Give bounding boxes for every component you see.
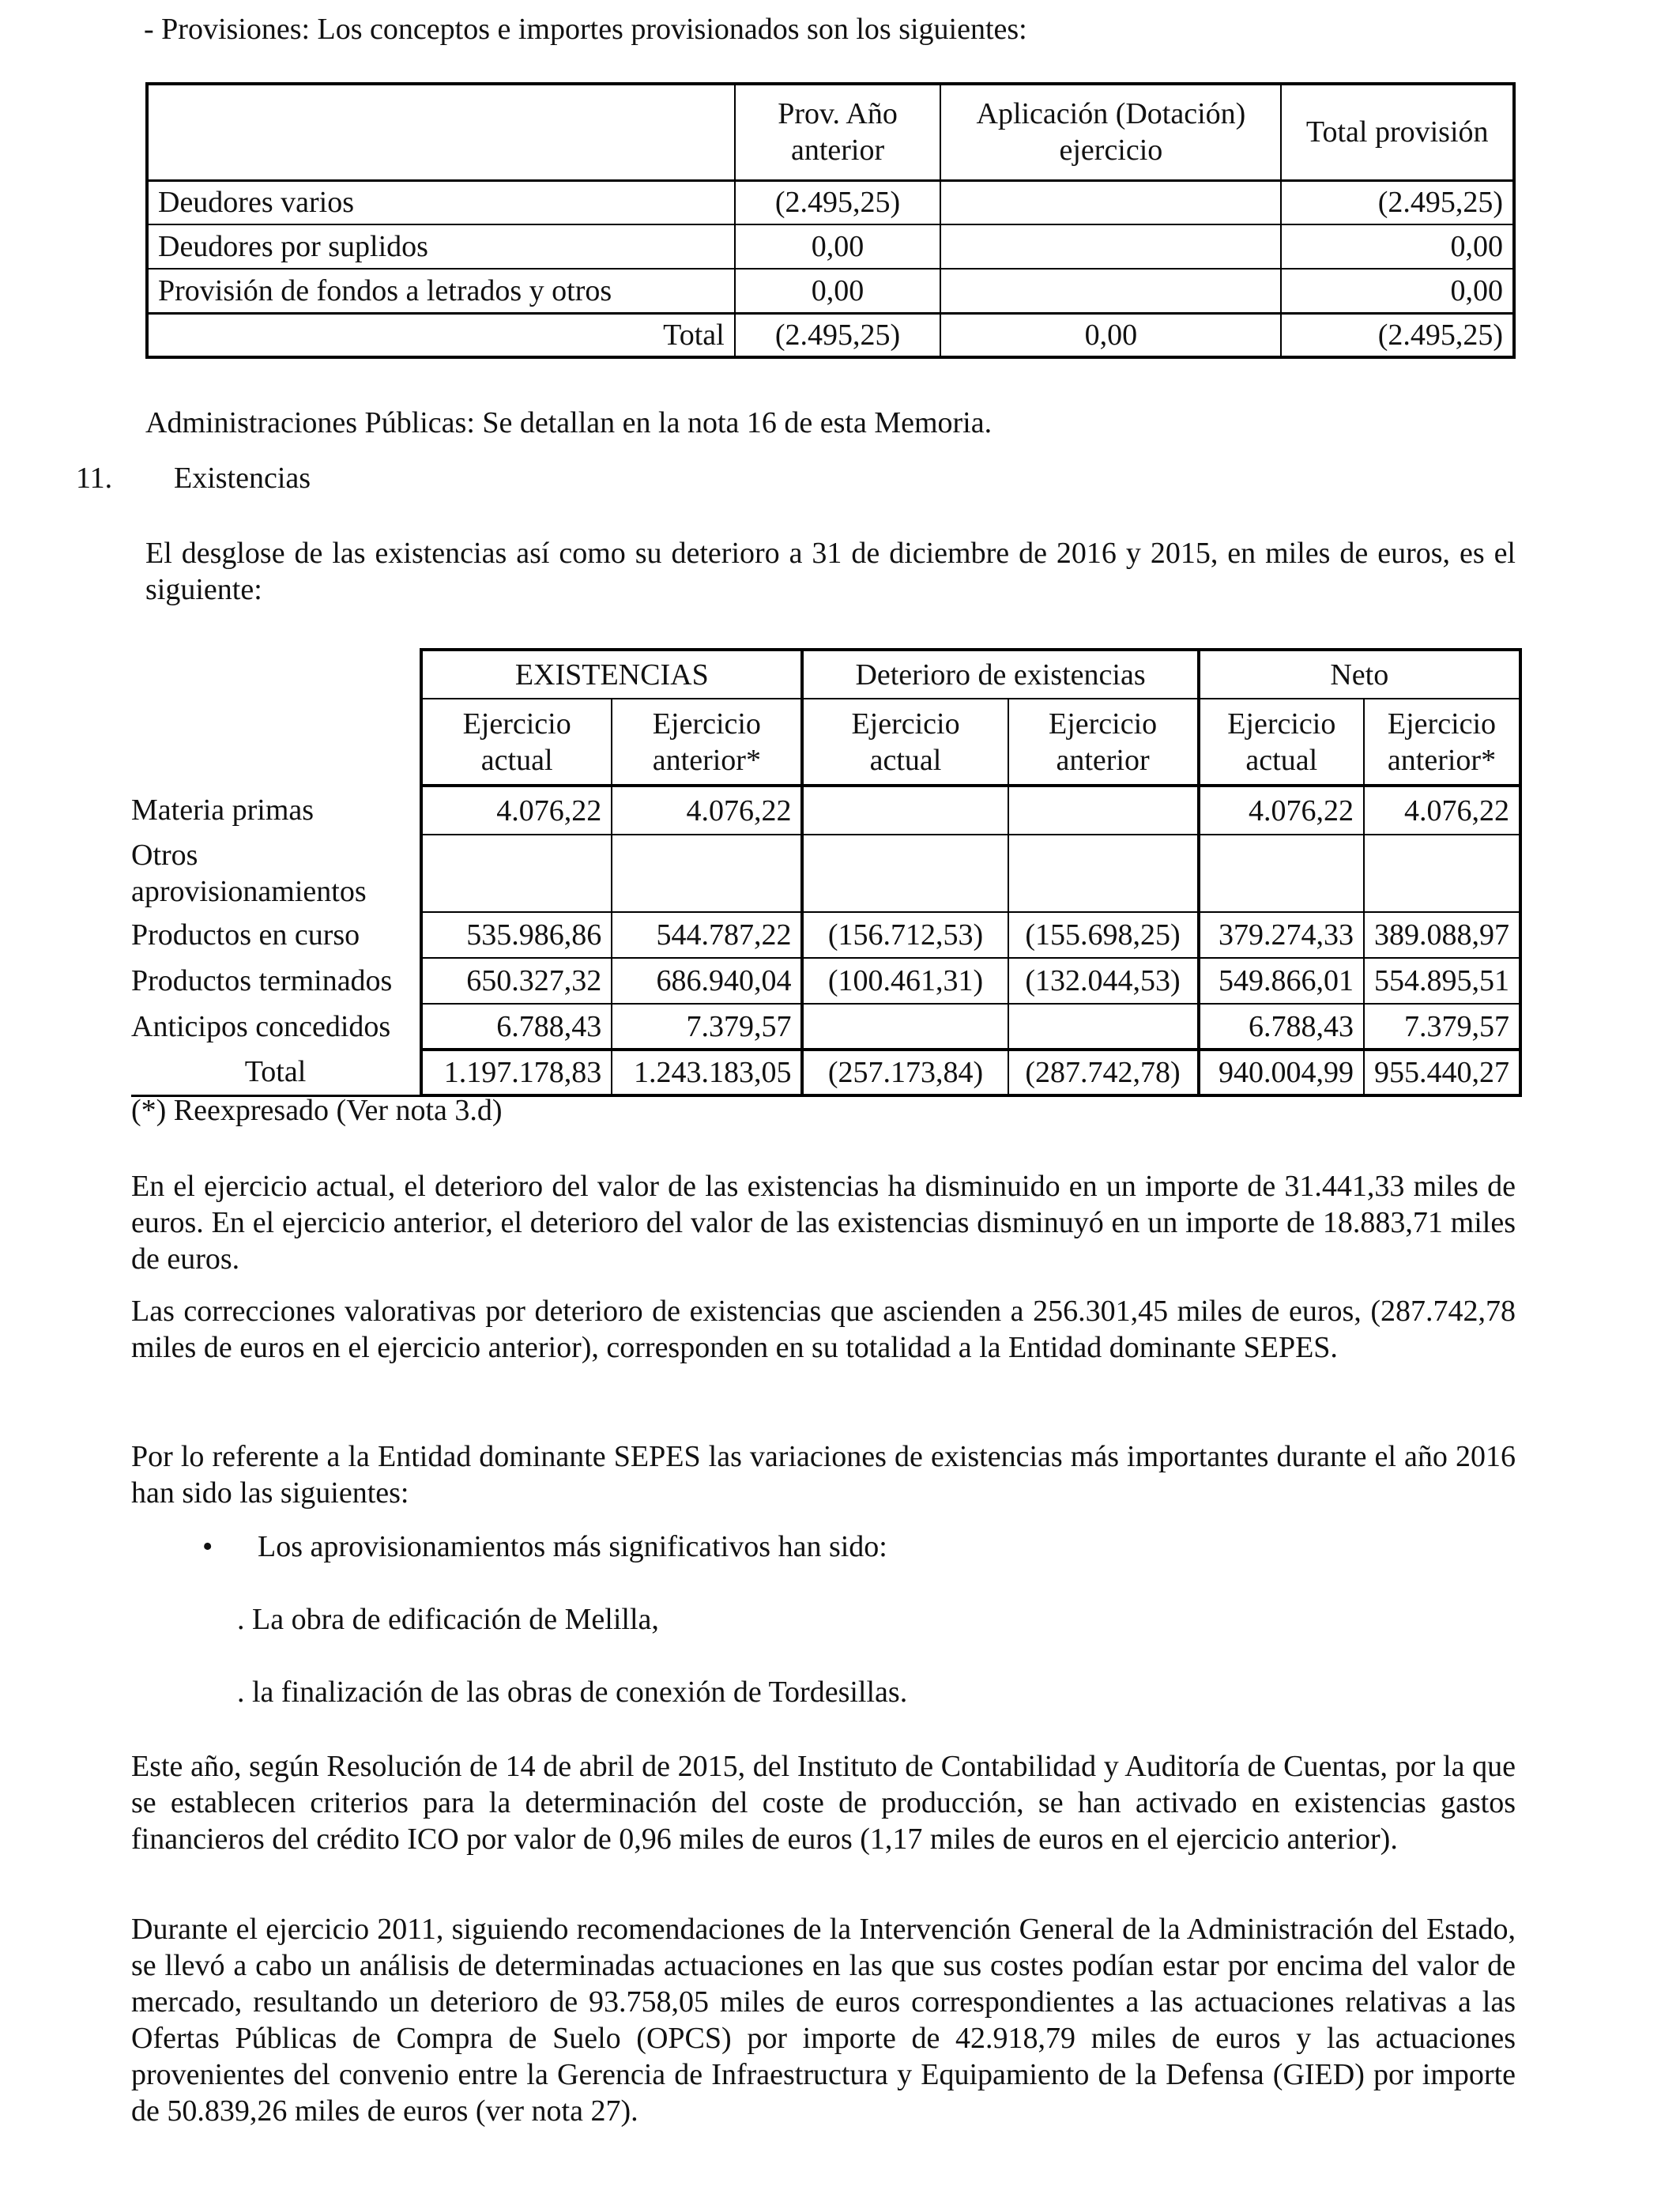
inv-subheader: Ejercicio actual (1199, 699, 1364, 786)
bullet-text: Los aprovisionamientos más significativos han sido: (258, 1530, 887, 1563)
inv-cell: (100.461,31) (802, 958, 1008, 1004)
inv-cell (1364, 835, 1520, 912)
prov-row-prev: 0,00 (735, 224, 941, 269)
table-row (147, 269, 1514, 313)
prov-row-app (940, 224, 1281, 269)
paragraph-sepes: Por lo referente a la Entidad dominante SEPES las variaciones de existencias más importantes durante el año 2016 han sido las siguientes: (131, 1440, 1516, 1510)
sub-item-tordesillas: . la finalización de las obras de conexión de Tordesillas. (237, 1676, 908, 1709)
prov-row-total: 0,00 (1281, 269, 1514, 313)
section-number: 11. (76, 462, 113, 495)
admin-publicas-note: Administraciones Públicas: Se detallan en la nota 16 de esta Memoria. (145, 406, 993, 439)
table-row (131, 835, 1520, 912)
inv-total-cell: (287.742,78) (1008, 1050, 1199, 1095)
inv-cell: 544.787,22 (612, 912, 802, 958)
inv-cell: (155.698,25) (1008, 912, 1199, 958)
prov-row-label: Deudores por suplidos (147, 224, 735, 269)
inv-subheader: Ejercicio anterior* (1364, 699, 1520, 786)
table-row (131, 912, 1520, 958)
bullet-icon: • (202, 1530, 213, 1563)
inv-cell: 389.088,97 (1364, 912, 1520, 958)
prov-header-total: Total provisión (1281, 84, 1514, 180)
section-title: Existencias (174, 462, 311, 495)
inv-total-cell: 955.440,27 (1364, 1050, 1520, 1095)
inv-cell: 7.379,57 (612, 1004, 802, 1050)
prov-row-total: (2.495,25) (1281, 180, 1514, 224)
prov-header-empty (147, 84, 735, 180)
inv-cell: 650.327,32 (421, 958, 612, 1004)
prov-row-app (940, 180, 1281, 224)
table-row (131, 786, 1520, 835)
inv-row-label: Anticipos concedidos (131, 1010, 391, 1043)
inv-total-cell: 940.004,99 (1199, 1050, 1364, 1095)
inv-total-label: Total (131, 1050, 421, 1095)
table-row (147, 180, 1514, 224)
inv-cell: 7.379,57 (1364, 1004, 1520, 1050)
inv-header-empty (131, 650, 421, 699)
inv-cell (802, 786, 1008, 835)
prov-header-app: Aplicación (Dotación) ejercicio (940, 84, 1281, 180)
inv-cell: 4.076,22 (612, 786, 802, 835)
inv-subheader-empty (131, 699, 421, 786)
inv-subheader: Ejercicio actual (421, 699, 612, 786)
table-total-row (147, 313, 1514, 357)
inv-cell (612, 835, 802, 912)
prov-total-total: (2.495,25) (1281, 313, 1514, 357)
inv-cell (1008, 1004, 1199, 1050)
provisiones-intro: - Provisiones: Los conceptos e importes provisionados son los siguientes: (144, 13, 1027, 46)
inv-group-existencias: EXISTENCIAS (421, 650, 802, 699)
prov-total-app: 0,00 (940, 313, 1281, 357)
inv-cell: 4.076,22 (1364, 786, 1520, 835)
prov-row-prev: (2.495,25) (735, 180, 941, 224)
inv-cell (1008, 786, 1199, 835)
inv-cell: 686.940,04 (612, 958, 802, 1004)
paragraph-intervencion: Durante el ejercicio 2011, siguiendo recomendaciones de la Intervención General de la Administración del Estado, se llevó a cabo un análisis de determinadas actuaciones en las que sus costes podían estar por encima del valor de mercado, resultando un deterioro de 93.758,05 miles de euros correspondientes a las actuaciones relativas a las Ofertas Públicas de Compra de Suelo (OPCS) por importe de 42.918,79 miles de euros y las actuaciones provenientes del convenio entre la Gerencia de Infraestructura y Equipamiento de la Defensa (GIED) por importe de 50.839,26 miles de euros (ver nota 27). (131, 1913, 1516, 2128)
prov-row-label: Deudores varios (147, 180, 735, 224)
inv-cell: 4.076,22 (421, 786, 612, 835)
prov-row-label: Provisión de fondos a letrados y otros (147, 269, 735, 313)
inv-row-label: Productos terminados (131, 964, 393, 997)
inv-cell: (132.044,53) (1008, 958, 1199, 1004)
inv-cell: 554.895,51 (1364, 958, 1520, 1004)
inv-cell: 379.274,33 (1199, 912, 1364, 958)
prov-total-label: Total (147, 313, 735, 357)
inv-cell (1008, 835, 1199, 912)
inv-group-deterioro: Deterioro de existencias (802, 650, 1198, 699)
inv-group-neto: Neto (1199, 650, 1520, 699)
inv-cell (1199, 835, 1364, 912)
inv-cell: 6.788,43 (421, 1004, 612, 1050)
table-row (147, 224, 1514, 269)
prov-header-prev: Prov. Año anterior (735, 84, 941, 180)
inv-total-cell: 1.243.183,05 (612, 1050, 802, 1095)
inv-total-cell: 1.197.178,83 (421, 1050, 612, 1095)
paragraph-correcciones: Las correcciones valorativas por deterioro de existencias que ascienden a 256.301,45 miles de euros, (287.742,78 miles de euros en el ejercicio anterior), corresponden en su totalidad a la Entidad dominante SEPES. (131, 1295, 1516, 1364)
paragraph-resolucion: Este año, según Resolución de 14 de abril de 2015, del Instituto de Contabilidad y Auditoría de Cuentas, por la que se establecen criterios para la determinación del coste de producción, se han activado en existencias gastos financieros del crédito ICO por valor de 0,96 miles de euros (1,17 miles de euros en el ejercicio anterior). (131, 1750, 1516, 1856)
table-total-row (131, 1050, 1520, 1095)
prov-total-prev: (2.495,25) (735, 313, 941, 357)
inv-row-label: Productos en curso (131, 918, 360, 952)
inv-cell (421, 835, 612, 912)
inv-cell: 6.788,43 (1199, 1004, 1364, 1050)
inv-cell: (156.712,53) (802, 912, 1008, 958)
inv-cell: 549.866,01 (1199, 958, 1364, 1004)
inv-subheader: Ejercicio anterior (1008, 699, 1199, 786)
prov-row-prev: 0,00 (735, 269, 941, 313)
prov-row-app (940, 269, 1281, 313)
prov-row-total: 0,00 (1281, 224, 1514, 269)
provisiones-table (145, 82, 1516, 359)
desglose-intro: El desglose de las existencias así como su deterioro a 31 de diciembre de 2016 y 2015, en miles de euros, es el siguiente: (145, 537, 1516, 606)
inv-cell (802, 835, 1008, 912)
sub-item-melilla: . La obra de edificación de Melilla, (237, 1603, 659, 1636)
existencias-table (131, 648, 1522, 1097)
inv-row-label: Materia primas (131, 794, 315, 827)
paragraph-deterioro: En el ejercicio actual, el deterioro del valor de las existencias ha disminuido en un importe de 31.441,33 miles de euros. En el ejercicio anterior, el deterioro del valor de las existencias disminuyó en un importe de 18.883,71 miles de euros. (131, 1170, 1516, 1276)
table-footnote: (*) Reexpresado (Ver nota 3.d) (131, 1094, 503, 1127)
inv-subheader: Ejercicio anterior* (612, 699, 802, 786)
inv-row-label: Otros aprovisionamientos (131, 839, 367, 908)
inv-cell (802, 1004, 1008, 1050)
inv-total-cell: (257.173,84) (802, 1050, 1008, 1095)
table-row (131, 958, 1520, 1004)
table-row (131, 1004, 1520, 1050)
inv-subheader: Ejercicio actual (802, 699, 1008, 786)
inv-cell: 4.076,22 (1199, 786, 1364, 835)
inv-cell: 535.986,86 (421, 912, 612, 958)
